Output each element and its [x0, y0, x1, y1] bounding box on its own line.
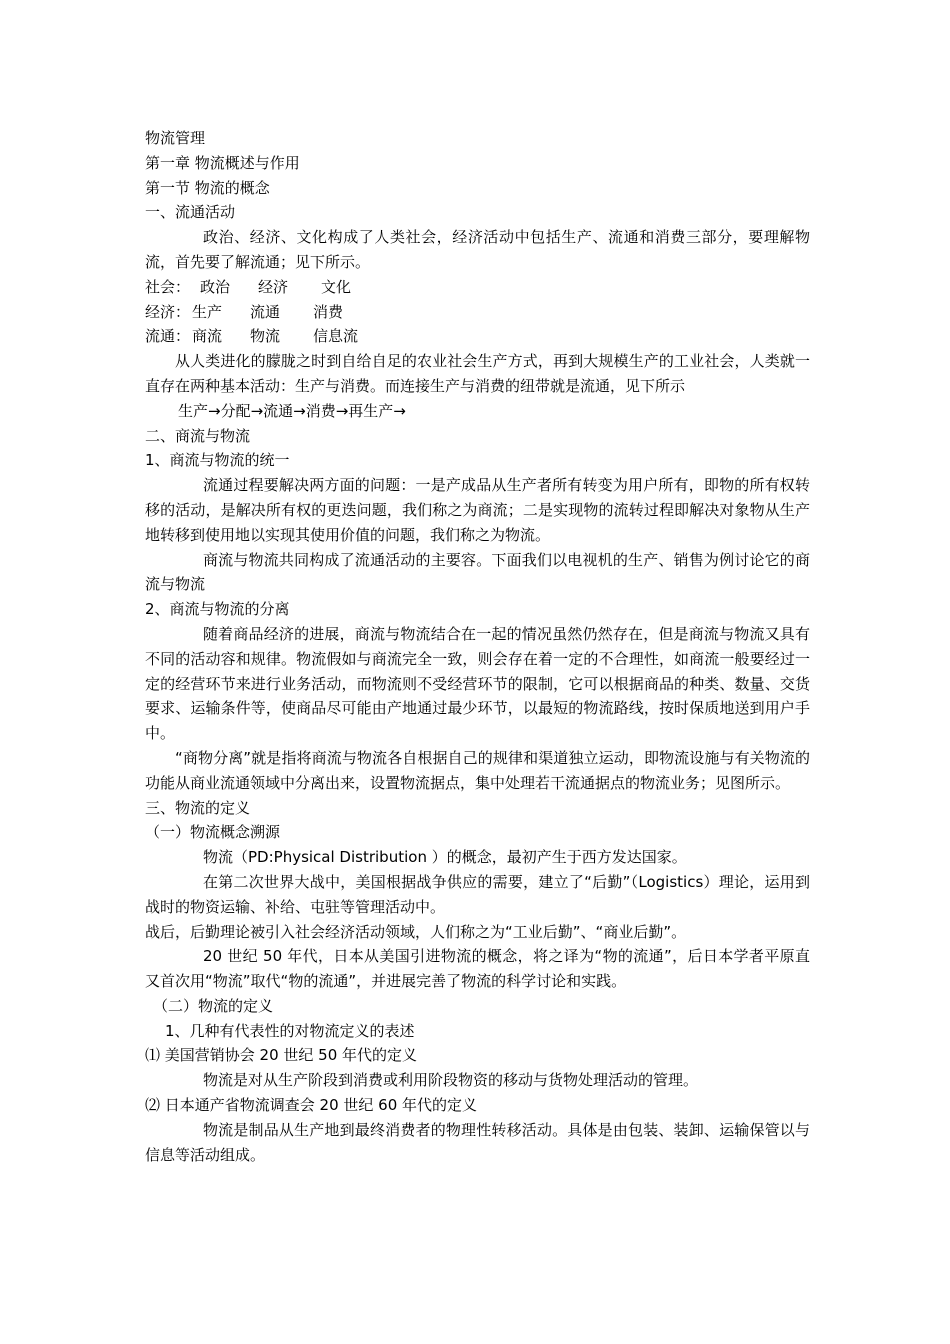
chapter-heading: 第一章 物流概述与作用 [145, 153, 300, 172]
paragraph-unity: 流通过程要解决两方面的问题：一是产成品从生产者所有转变为用户所有，即物的所有权转移的活动，是解决所有权的更迭问题，我们称之为商流；二是实现物的流转过程即解决对象物从生产地转移到使用地以实现其使用价值的问题，我们称之为物流。 [145, 476, 810, 544]
row-item: 文化 [321, 277, 352, 296]
row-item: 信息流 [313, 327, 359, 346]
row-item: 政治 [200, 277, 231, 296]
section-heading: 第一节 物流的概念 [145, 178, 270, 197]
paragraph-production-consumption: 从人类进化的朦胧之时到自给自足的农业社会生产方式，再到大规模生产的工业社会，人类就一直存在两种基本活动：生产与消费。而连接生产与消费的纽带就是流通，见下所示 [145, 352, 810, 395]
paragraph-ww2-logistics: 在第二次世界大战中，美国根据战争供应的需要，建立了“后勤”（Logistics）理论，运用到战时的物资运输、补给、屯驻等管理活动中。 [145, 872, 810, 916]
row-item: 流通 [250, 302, 281, 321]
document-page [145, 126, 810, 1167]
definition-ama-title: ⑴ 美国营销协会 20 世纪 50 年代的定义 [145, 1046, 418, 1065]
row-label: 流通： [145, 327, 191, 346]
paragraph-pd-concept: 物流（PD:Physical Distribution ）的概念，最初产生于西方发达国家。 [203, 848, 687, 867]
flow-chain: 生产→分配→流通→消费→再生产→ [178, 401, 406, 420]
row-item: 物流 [250, 327, 281, 346]
paragraph-tv-example: 商流与物流共同构成了流通活动的主要容。下面我们以电视机的生产、销售为例讨论它的商流与物流 [145, 550, 810, 594]
row-economy [145, 300, 810, 325]
heading-separation: 2、商流与物流的分离 [145, 600, 290, 619]
heading-circulation-activity: 一、流通活动 [145, 203, 236, 222]
definition-miti-title: ⑵ 日本通产省物流调查会 20 世纪 60 年代的定义 [145, 1096, 478, 1115]
heading-unity: 1、商流与物流的统一 [145, 451, 290, 470]
heading-representative-definitions: 1、几种有代表性的对物流定义的表述 [165, 1021, 415, 1040]
paragraph-society-economy: 政治、经济、文化构成了人类社会，经济活动中包括生产、流通和消费三部分，要理解物流，首先要了解流通；见下所示。 [145, 228, 810, 271]
row-item: 商流 [192, 327, 223, 346]
row-item: 消费 [313, 302, 344, 321]
doc-title: 物流管理 [145, 129, 206, 147]
heading-commerce-logistics: 二、商流与物流 [145, 426, 251, 445]
row-label: 社会： [145, 277, 191, 296]
paragraph-separation: 随着商品经济的进展，商流与物流结合在一起的情况虽然仍然存在，但是商流与物流又具有不同的活动容和规律。物流假如与商流完全一致，则会存在着一定的不合理性，如商流一般要经过一定的经营环节来进行业务活动，而物流则不受经营环节的限制，它可以根据商品的种类、数量、交货要求、运输条件等，使商品尽可能由产地通过最少环节，以最短的物流路线，按时保质地送到用户手中。 [145, 624, 810, 743]
row-item: 生产 [192, 302, 223, 321]
heading-concept-origin: （一）物流概念溯源 [145, 823, 281, 842]
heading-definition: （二）物流的定义 [153, 996, 274, 1015]
heading-logistics-definition: 三、物流的定义 [145, 798, 251, 817]
paragraph-commerce-logistics-split: “商物分离”就是指将商流与物流各自根据自己的规律和渠道独立运动，即物流设施与有关物流的功能从商业流通领域中分离出来，设置物流据点，集中处理若干流通据点的物流业务；见图所示。 [145, 748, 810, 792]
row-item: 经济 [258, 277, 289, 296]
definition-miti-text: 物流是制品从生产地到最终消费者的物理性转移活动。具体是由包装、装卸、运输保管以与信息等活动组成。 [145, 1120, 810, 1164]
paragraph-japan: 20 世纪 50 年代，日本从美国引进物流的概念，将之译为“物的流通”，后日本学者平原直又首次用“物流”取代“物的流通”，并进展完善了物流的科学讨论和实践。 [145, 947, 810, 991]
row-society [145, 275, 810, 300]
row-circulation [145, 324, 810, 349]
definition-ama-text: 物流是对从生产阶段到消费或利用阶段物资的移动与货物处理活动的管理。 [203, 1071, 699, 1090]
row-label: 经济： [145, 302, 191, 321]
paragraph-postwar: 战后，后勤理论被引入社会经济活动领域，人们称之为“工业后勤”、“商业后勤”。 [145, 922, 687, 941]
